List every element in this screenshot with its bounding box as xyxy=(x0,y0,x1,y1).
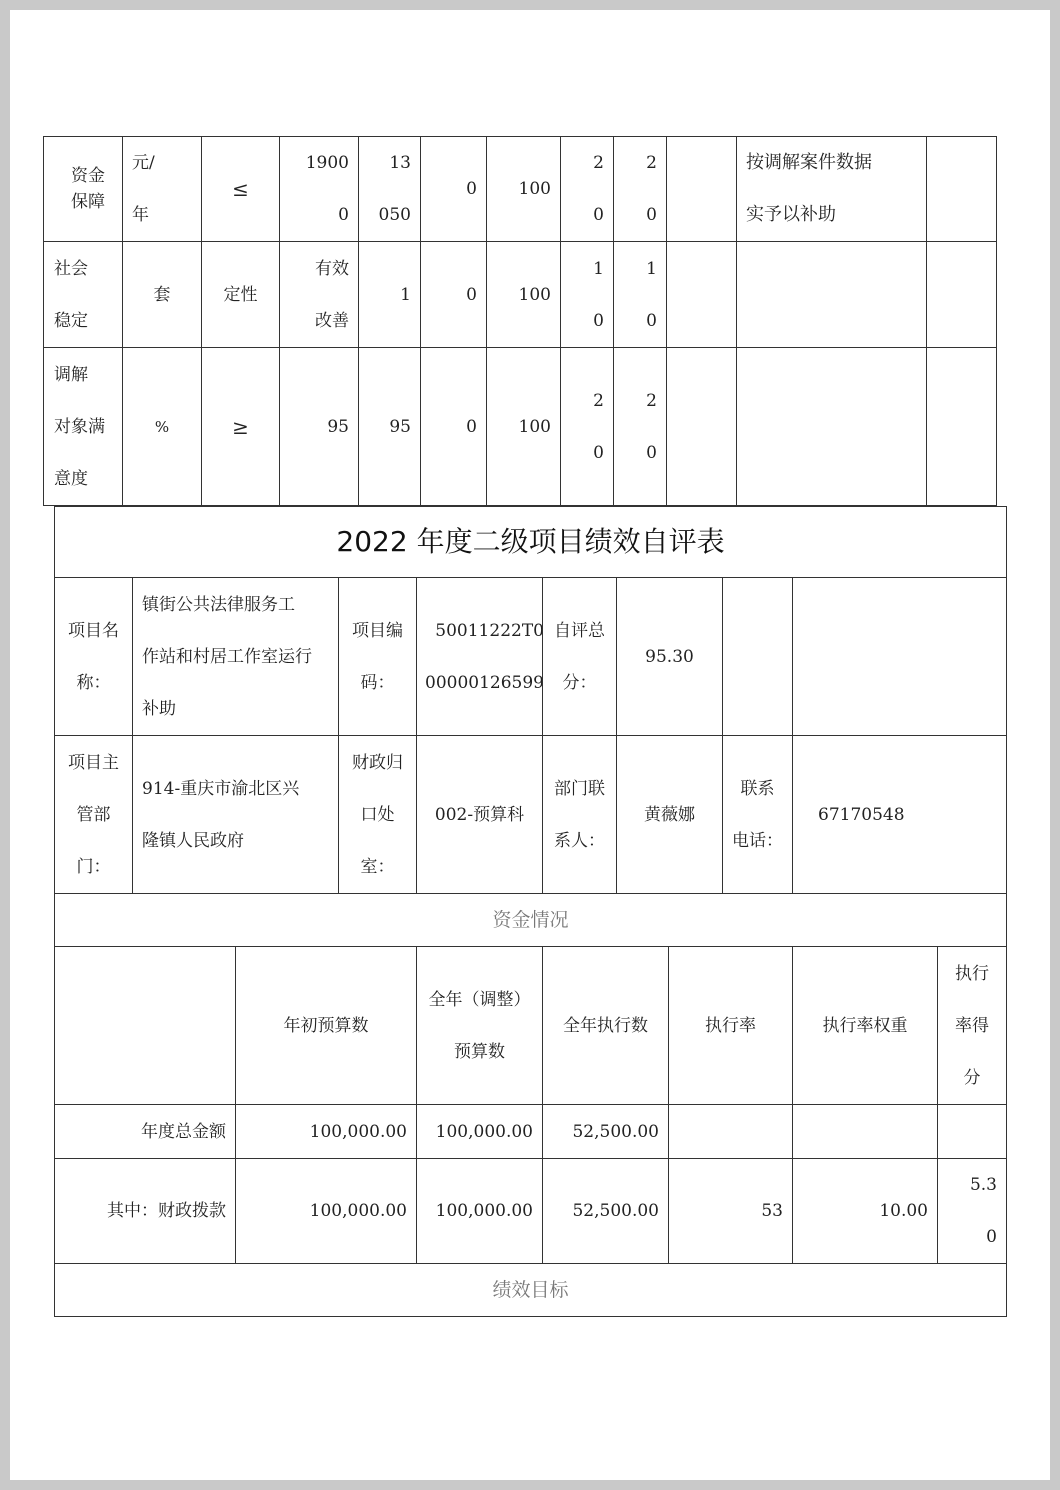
project-code-label: 项目编 码： xyxy=(338,577,417,736)
finance-label: 财政归 口处 室： xyxy=(338,735,417,894)
indicator-note xyxy=(736,241,927,348)
indicator-score-rate: 100 xyxy=(486,347,561,506)
dept-label: 项目主 管部 门： xyxy=(54,735,133,894)
phone-label: 联系 电话： xyxy=(722,735,793,894)
indicator-target: 95 xyxy=(279,347,359,506)
indicator-target: 1900 0 xyxy=(279,136,359,242)
indicator-note: 按调解案件数据 实予以补助 xyxy=(736,136,927,242)
funds-row-score xyxy=(937,1104,1007,1159)
funds-row-label: 年度总金额 xyxy=(54,1104,236,1159)
indicator-blank xyxy=(926,241,997,348)
indicator-operator: ≤ xyxy=(201,136,280,242)
indicator-deviation: 0 xyxy=(420,347,487,506)
indicator-score-rate: 100 xyxy=(486,136,561,242)
indicator-blank xyxy=(926,347,997,506)
indicator-score: 2 0 xyxy=(613,347,667,506)
indicator-blank xyxy=(666,241,737,348)
funds-header-weight: 执行率权重 xyxy=(792,946,938,1105)
form-blank xyxy=(722,577,793,736)
project-name-value: 镇街公共法律服务工 作站和村居工作室运行 补助 xyxy=(132,577,339,736)
indicator-weight: 2 0 xyxy=(560,347,614,506)
dept-value: 914-重庆市渝北区兴 隆镇人民政府 xyxy=(132,735,339,894)
indicator-weight: 2 0 xyxy=(560,136,614,242)
contact-value: 黄薇娜 xyxy=(616,735,723,894)
funds-section-title: 资金情况 xyxy=(54,893,1007,947)
perf-section-title: 绩效目标 xyxy=(54,1263,1007,1317)
funds-header-score: 执行 率得 分 xyxy=(937,946,1007,1105)
funds-row-label: 其中：财政拨款 xyxy=(54,1158,236,1264)
indicator-note xyxy=(736,347,927,506)
finance-value: 002-预算科 xyxy=(416,735,543,894)
self-score-label: 自评总 分： xyxy=(542,577,617,736)
project-code-value: 50011222T0 00000126599 xyxy=(416,577,543,736)
indicator-actual: 95 xyxy=(358,347,421,506)
form-blank xyxy=(792,577,1007,736)
indicator-name: 社会 稳定 xyxy=(43,241,123,348)
indicator-score: 1 0 xyxy=(613,241,667,348)
indicator-blank xyxy=(666,136,737,242)
funds-row-rate xyxy=(668,1104,793,1159)
funds-row-initial: 100,000.00 xyxy=(235,1104,417,1159)
indicator-score-rate: 100 xyxy=(486,241,561,348)
form-title: 2022 年度二级项目绩效自评表 xyxy=(54,506,1007,578)
indicator-weight: 1 0 xyxy=(560,241,614,348)
funds-header-initial: 年初预算数 xyxy=(235,946,417,1105)
indicator-unit: % xyxy=(122,347,202,506)
funds-row-initial: 100,000.00 xyxy=(235,1158,417,1264)
indicator-name: 调解 对象满 意度 xyxy=(43,347,123,506)
document-page xyxy=(10,10,1050,1480)
funds-row-adjusted: 100,000.00 xyxy=(416,1104,543,1159)
indicator-operator: ≥ xyxy=(201,347,280,506)
indicator-operator: 定性 xyxy=(201,241,280,348)
indicator-score: 2 0 xyxy=(613,136,667,242)
funds-row-score: 5.3 0 xyxy=(937,1158,1007,1264)
contact-label: 部门联 系人： xyxy=(542,735,617,894)
indicator-unit: 元/ 年 xyxy=(122,136,202,242)
indicator-blank xyxy=(666,347,737,506)
phone-value: 67170548 xyxy=(792,735,1007,894)
indicator-blank xyxy=(926,136,997,242)
funds-header-executed: 全年执行数 xyxy=(542,946,669,1105)
funds-row-weight: 10.00 xyxy=(792,1158,938,1264)
indicator-unit: 套 xyxy=(122,241,202,348)
indicator-target: 有效 改善 xyxy=(279,241,359,348)
funds-header-blank xyxy=(54,946,236,1105)
indicator-deviation: 0 xyxy=(420,241,487,348)
funds-header-rate: 执行率 xyxy=(668,946,793,1105)
funds-row-executed: 52,500.00 xyxy=(542,1158,669,1264)
project-name-label: 项目名 称： xyxy=(54,577,133,736)
funds-row-adjusted: 100,000.00 xyxy=(416,1158,543,1264)
funds-header-adjusted: 全年（调整） 预算数 xyxy=(416,946,543,1105)
funds-row-executed: 52,500.00 xyxy=(542,1104,669,1159)
indicator-deviation: 0 xyxy=(420,136,487,242)
self-score-value: 95.30 xyxy=(616,577,723,736)
indicator-actual: 13 050 xyxy=(358,136,421,242)
funds-row-rate: 53 xyxy=(668,1158,793,1264)
indicator-name: 资金 保障 xyxy=(43,136,123,242)
funds-row-weight xyxy=(792,1104,938,1159)
indicator-actual: 1 xyxy=(358,241,421,348)
